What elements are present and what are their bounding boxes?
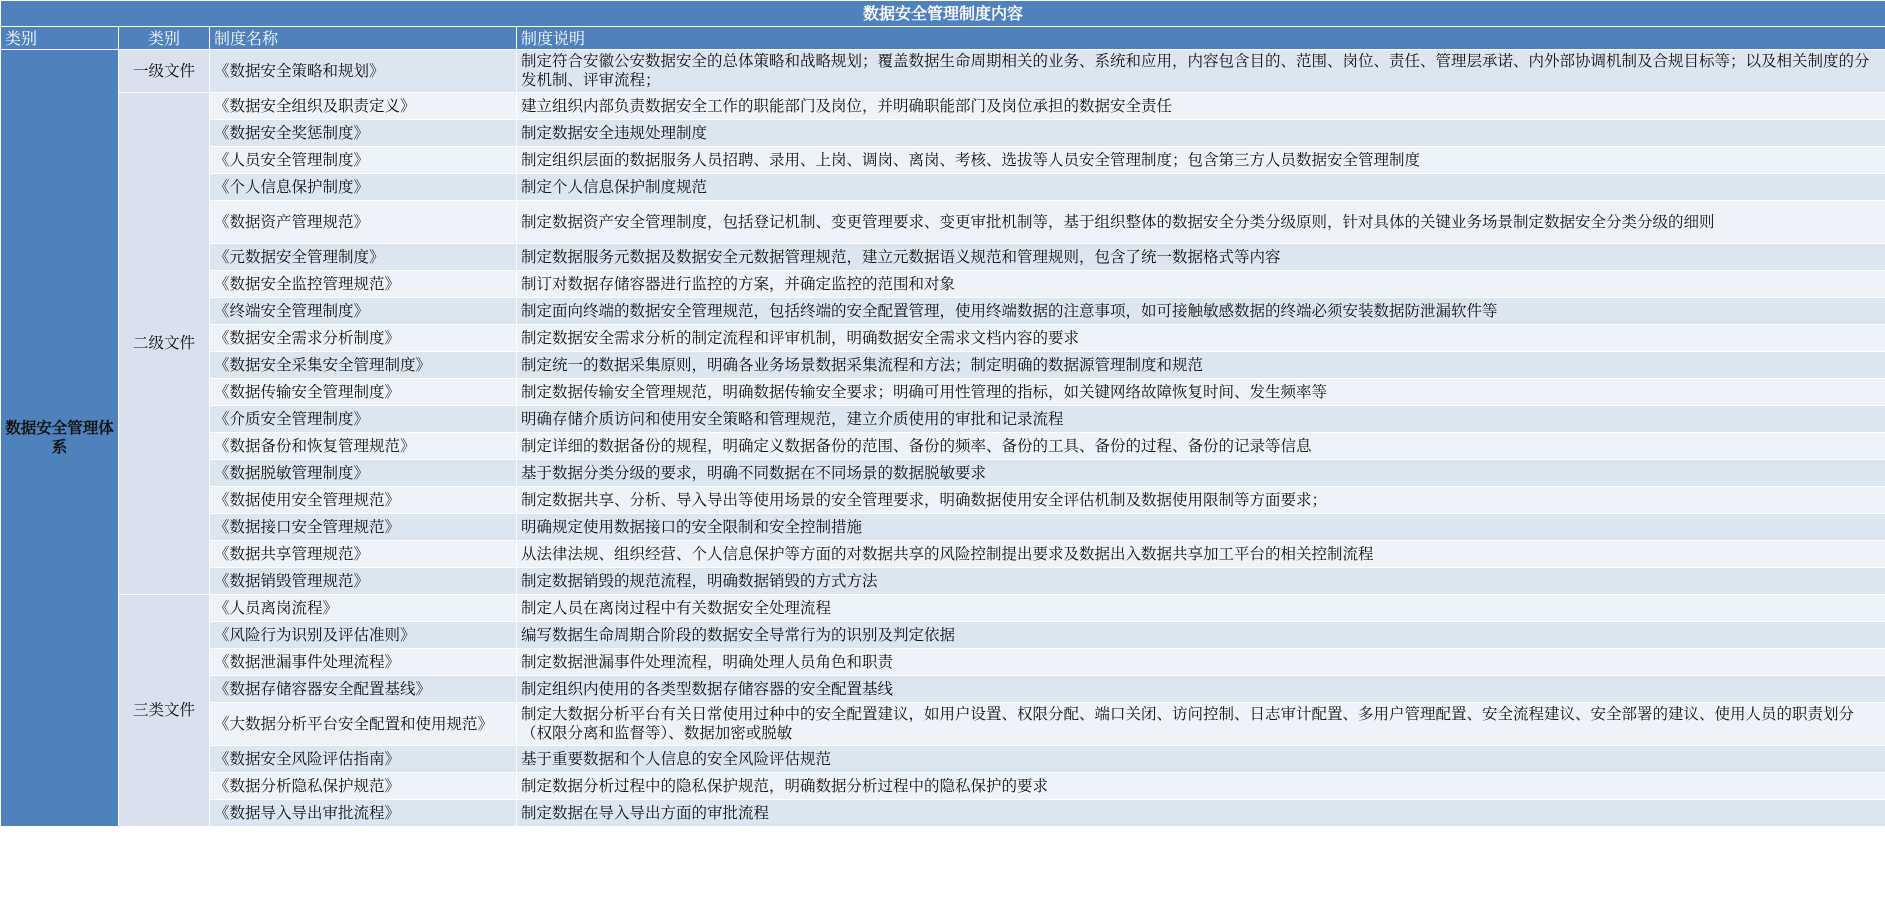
policy-name-cell: 《大数据分析平台安全配置和使用规范》	[210, 703, 517, 746]
policy-description-cell: 制定数据销毁的规范流程，明确数据销毁的方式方法	[517, 568, 1885, 595]
policy-name-cell: 《数据安全组织及职责定义》	[210, 93, 517, 120]
policy-description-cell: 制订对数据存储容器进行监控的方案，并确定监控的范围和对象	[517, 271, 1885, 298]
table-row	[1, 406, 1885, 433]
table-title: 数据安全管理制度内容	[1, 1, 1885, 27]
table-row	[1, 352, 1885, 379]
table-row	[1, 460, 1885, 487]
policy-description-cell: 制定数据共享、分析、导入导出等使用场景的安全管理要求，明确数据使用安全评估机制及数据使用限制等方面要求；	[517, 487, 1885, 514]
table-row	[1, 325, 1885, 352]
policy-name-cell: 《数据共享管理规范》	[210, 541, 517, 568]
policy-name-cell: 《数据资产管理规范》	[210, 201, 517, 244]
table-row	[1, 703, 1885, 746]
table-row	[1, 201, 1885, 244]
header-row	[1, 27, 1885, 50]
policy-name-cell: 《数据安全风险评估指南》	[210, 746, 517, 773]
table-row	[1, 622, 1885, 649]
policy-description-cell: 明确规定使用数据接口的安全限制和安全控制措施	[517, 514, 1885, 541]
policy-description-cell: 制定符合安徽公安数据安全的总体策略和战略规划；覆盖数据生命周期相关的业务、系统和应用，内容包含目的、范围、岗位、责任、管理层承诺、内外部协调机制及合规目标等；以及相关制度的分发机制、评审流程；	[517, 50, 1885, 93]
policy-name-cell: 《数据导入导出审批流程》	[210, 800, 517, 827]
level-cell: 三类文件	[119, 595, 210, 827]
table-row	[1, 800, 1885, 827]
policy-description-cell: 制定数据分析过程中的隐私保护规范，明确数据分析过程中的隐私保护的要求	[517, 773, 1885, 800]
level-cell: 一级文件	[119, 50, 210, 93]
level-cell: 二级文件	[119, 93, 210, 595]
policy-name-cell: 《数据分析隐私保护规范》	[210, 773, 517, 800]
policy-description-cell: 制定数据资产安全管理制度，包括登记机制、变更管理要求、变更审批机制等，基于组织整体的数据安全分类分级原则，针对具体的关键业务场景制定数据安全分类分级的细则	[517, 201, 1885, 244]
table-row	[1, 676, 1885, 703]
policy-description-cell: 制定人员在离岗过程中有关数据安全处理流程	[517, 595, 1885, 622]
table-row	[1, 746, 1885, 773]
policy-description-cell: 建立组织内部负责数据安全工作的职能部门及岗位，并明确职能部门及岗位承担的数据安全责任	[517, 93, 1885, 120]
policy-description-cell: 制定数据在导入导出方面的审批流程	[517, 800, 1885, 827]
table-row	[1, 595, 1885, 622]
table-row	[1, 773, 1885, 800]
system-category-cell: 数据安全管理体系	[1, 50, 119, 827]
policy-description-cell: 制定组织层面的数据服务人员招聘、录用、上岗、调岗、离岗、考核、选拔等人员安全管理制度；包含第三方人员数据安全管理制度	[517, 147, 1885, 174]
table-row	[1, 514, 1885, 541]
table-row	[1, 649, 1885, 676]
table-row	[1, 298, 1885, 325]
policy-description-cell: 制定面向终端的数据安全管理规范，包括终端的安全配置管理，使用终端数据的注意事项，如可接触敏感数据的终端必须安装数据防泄漏软件等	[517, 298, 1885, 325]
policy-name-cell: 《数据安全采集安全管理制度》	[210, 352, 517, 379]
policy-description-cell: 制定数据传输安全管理规范，明确数据传输安全要求；明确可用性管理的指标，如关键网络故障恢复时间、发生频率等	[517, 379, 1885, 406]
table-row	[1, 568, 1885, 595]
policy-name-cell: 《数据销毁管理规范》	[210, 568, 517, 595]
policy-name-cell: 《人员安全管理制度》	[210, 147, 517, 174]
policy-name-cell: 《数据脱敏管理制度》	[210, 460, 517, 487]
table-title-row	[1, 1, 1885, 27]
table-row	[1, 379, 1885, 406]
policy-name-cell: 《数据安全策略和规划》	[210, 50, 517, 93]
policy-description-cell: 制定数据服务元数据及数据安全元数据管理规范，建立元数据语义规范和管理规则，包含了统一数据格式等内容	[517, 244, 1885, 271]
policy-name-cell: 《数据备份和恢复管理规范》	[210, 433, 517, 460]
policy-description-cell: 基于重要数据和个人信息的安全风险评估规范	[517, 746, 1885, 773]
policy-name-cell: 《数据安全奖惩制度》	[210, 120, 517, 147]
policy-description-cell: 制定数据泄漏事件处理流程，明确处理人员角色和职责	[517, 649, 1885, 676]
policy-name-cell: 《人员离岗流程》	[210, 595, 517, 622]
policy-name-cell: 《数据使用安全管理规范》	[210, 487, 517, 514]
policy-description-cell: 制定个人信息保护制度规范	[517, 174, 1885, 201]
table-row	[1, 93, 1885, 120]
policy-description-cell: 制定数据安全需求分析的制定流程和评审机制，明确数据安全需求文档内容的要求	[517, 325, 1885, 352]
policy-description-cell: 制定数据安全违规处理制度	[517, 120, 1885, 147]
table-row	[1, 271, 1885, 298]
policy-description-cell: 制定统一的数据采集原则，明确各业务场景数据采集流程和方法；制定明确的数据源管理制度和规范	[517, 352, 1885, 379]
table-row	[1, 244, 1885, 271]
policy-description-cell: 编写数据生命周期合阶段的数据安全导常行为的识别及判定依据	[517, 622, 1885, 649]
table-row	[1, 541, 1885, 568]
table-row	[1, 433, 1885, 460]
policy-description-cell: 从法律法规、组织经营、个人信息保护等方面的对数据共享的风险控制提出要求及数据出入数据共享加工平台的相关控制流程	[517, 541, 1885, 568]
policy-name-cell: 《元数据安全管理制度》	[210, 244, 517, 271]
policy-name-cell: 《终端安全管理制度》	[210, 298, 517, 325]
policy-description-cell: 基于数据分类分级的要求，明确不同数据在不同场景的数据脱敏要求	[517, 460, 1885, 487]
policy-name-cell: 《数据安全监控管理规范》	[210, 271, 517, 298]
policy-name-cell: 《数据存储容器安全配置基线》	[210, 676, 517, 703]
policy-name-cell: 《数据泄漏事件处理流程》	[210, 649, 517, 676]
policy-description-cell: 明确存储介质访问和使用安全策略和管理规范，建立介质使用的审批和记录流程	[517, 406, 1885, 433]
table-row	[1, 174, 1885, 201]
policy-name-cell: 《风险行为识别及评估准则》	[210, 622, 517, 649]
policy-description-cell: 制定详细的数据备份的规程，明确定义数据备份的范围、备份的频率、备份的工具、备份的过程、备份的记录等信息	[517, 433, 1885, 460]
header-desc: 制度说明	[517, 27, 1885, 50]
header-system: 类别	[1, 27, 119, 50]
policy-name-cell: 《数据安全需求分析制度》	[210, 325, 517, 352]
policy-name-cell: 《介质安全管理制度》	[210, 406, 517, 433]
header-level: 类别	[119, 27, 210, 50]
table-row	[1, 50, 1885, 93]
header-name: 制度名称	[210, 27, 517, 50]
table-row	[1, 487, 1885, 514]
policy-name-cell: 《个人信息保护制度》	[210, 174, 517, 201]
policy-description-cell: 制定组织内使用的各类型数据存储容器的安全配置基线	[517, 676, 1885, 703]
policy-name-cell: 《数据传输安全管理制度》	[210, 379, 517, 406]
table-row	[1, 120, 1885, 147]
table-row	[1, 147, 1885, 174]
policy-description-cell: 制定大数据分析平台有关日常使用过种中的安全配置建议，如用户设置、权限分配、端口关闭、访问控制、日志审计配置、多用户管理配置、安全流程建议、安全部署的建议、使用人员的职责划分（权限分离和监督等）、数据加密或脱敏	[517, 703, 1885, 746]
policy-name-cell: 《数据接口安全管理规范》	[210, 514, 517, 541]
